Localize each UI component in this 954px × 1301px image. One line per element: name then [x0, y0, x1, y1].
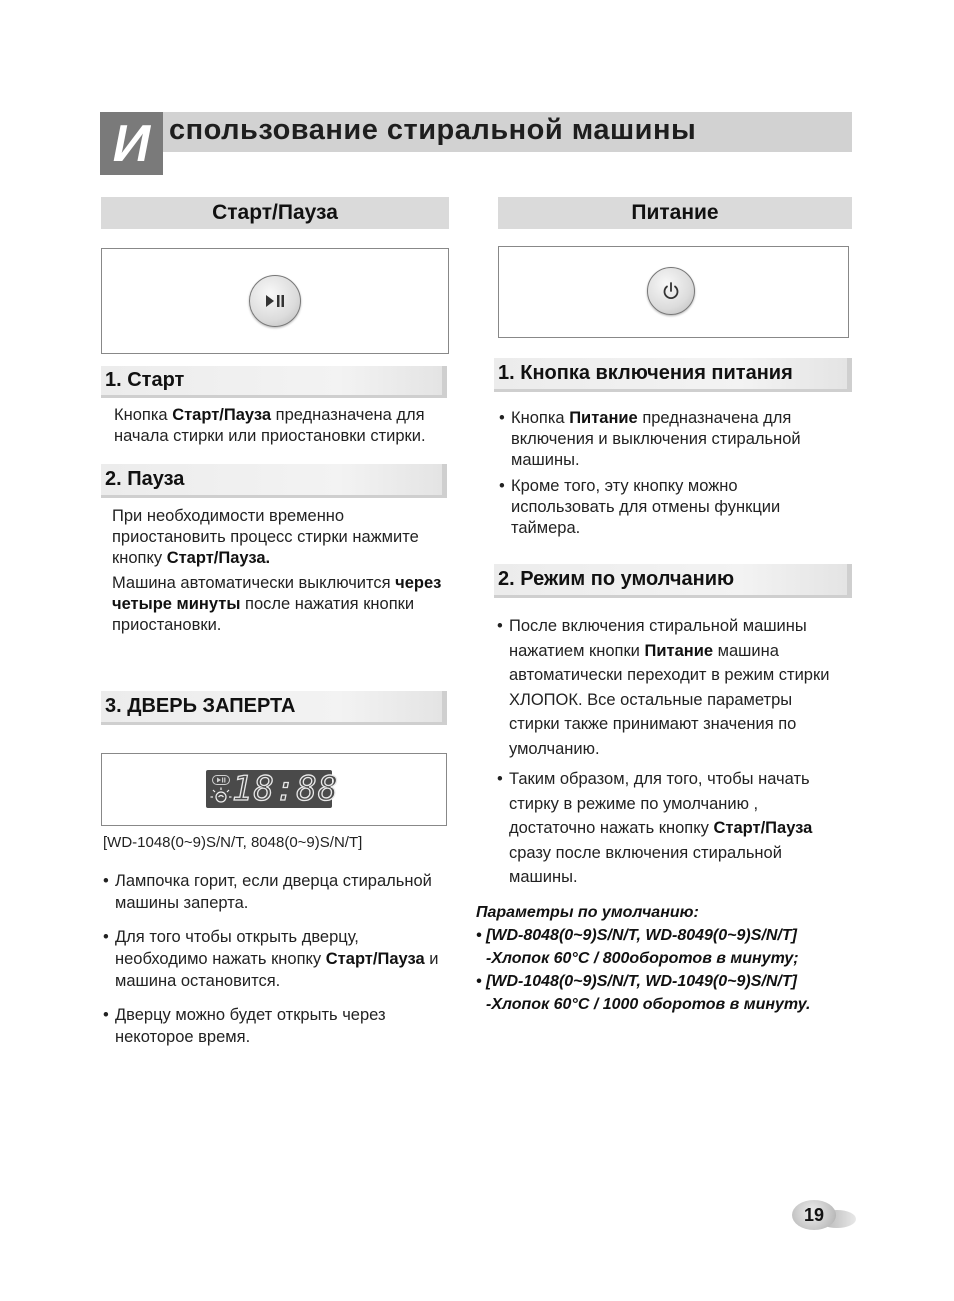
door-lock-indicator-icon	[210, 787, 232, 803]
start-pause-panel	[101, 248, 449, 354]
list-item: • Таким образом, для того, чтобы начать стирку в режиме по умолчанию , достаточно нажать кнопку Старт/Пауза сразу после включения стиральной машины.	[497, 767, 842, 890]
pause-description-1: При необходимости временно приостановить процесс стирки нажмите кнопку Старт/Пауза.	[112, 507, 419, 567]
start-description: Кнопка Старт/Пауза предназначена для начала стирки или приостановки стирки.	[114, 406, 426, 445]
door-locked-subsection-header: 3. ДВЕРЬ ЗАПЕРТА	[101, 691, 447, 725]
default-mode-notes	[497, 614, 842, 890]
default-value-line-1: -Хлопок 60°C / 800оборотов в минуту;	[486, 950, 799, 967]
page-title: спользование стиральной машины	[169, 114, 697, 146]
list-item: • Кнопка Питание предназначена для включения и выключения стиральной машины.	[499, 408, 844, 471]
default-parameters	[476, 901, 856, 1016]
default-models-line-1: • [WD-8048(0~9)S/N/T, WD-8049(0~9)S/N/T]	[476, 927, 797, 944]
list-item: • Для того чтобы открыть дверцу, необходимо нажать кнопку Старт/Пауза и машина остановится.	[103, 926, 448, 992]
start-pause-section-header: Старт/Пауза	[101, 197, 449, 229]
default-models-line-2: • [WD-1048(0~9)S/N/T, WD-1049(0~9)S/N/T]	[476, 973, 797, 990]
default-parameters-heading: Параметры по умолчанию:	[476, 904, 699, 921]
list-item: • Кроме того, эту кнопку можно использовать для отмены функции таймера.	[499, 476, 844, 539]
default-mode-subsection-header: 2. Режим по умолчанию	[494, 564, 852, 598]
power-button-subsection-header: 1. Кнопка включения питания	[494, 358, 852, 392]
power-section-header: Питание	[498, 197, 852, 229]
play-pause-icon	[264, 293, 286, 309]
power-icon	[661, 281, 681, 301]
power-button-notes	[499, 408, 844, 539]
list-item: • После включения стиральной машины нажатием кнопки Питание машина автоматически переходит в режим стирки ХЛОПОК. Все остальные параметры стирки также принимают значения по умолчанию.	[497, 614, 842, 761]
pause-description-2: Машина автоматически выключится через четыре минуты после нажатия кнопки приостановки.	[112, 574, 442, 634]
power-button[interactable]	[647, 267, 695, 315]
power-panel	[498, 246, 849, 338]
list-item: • Лампочка горит, если дверца стиральной машины заперта.	[103, 870, 448, 914]
lcd-display	[206, 769, 340, 809]
page-number: 19	[792, 1200, 836, 1230]
default-value-line-2: -Хлопок 60°C / 1000 оборотов в минуту.	[486, 996, 811, 1013]
door-locked-notes	[103, 870, 448, 1048]
time-digits: 18:88	[232, 769, 340, 809]
title-initial-letter: И	[100, 112, 163, 175]
pause-subsection-header: 2. Пауза	[101, 464, 447, 498]
start-pause-button[interactable]	[249, 275, 301, 327]
model-list-caption: [WD-1048(0~9)S/N/T, 8048(0~9)S/N/T]	[103, 834, 363, 851]
door-lock-display-panel	[101, 753, 447, 826]
start-subsection-header: 1. Старт	[101, 366, 447, 398]
play-pause-indicator-icon	[212, 775, 230, 785]
list-item: • Дверцу можно будет открыть через некоторое время.	[103, 1004, 448, 1048]
